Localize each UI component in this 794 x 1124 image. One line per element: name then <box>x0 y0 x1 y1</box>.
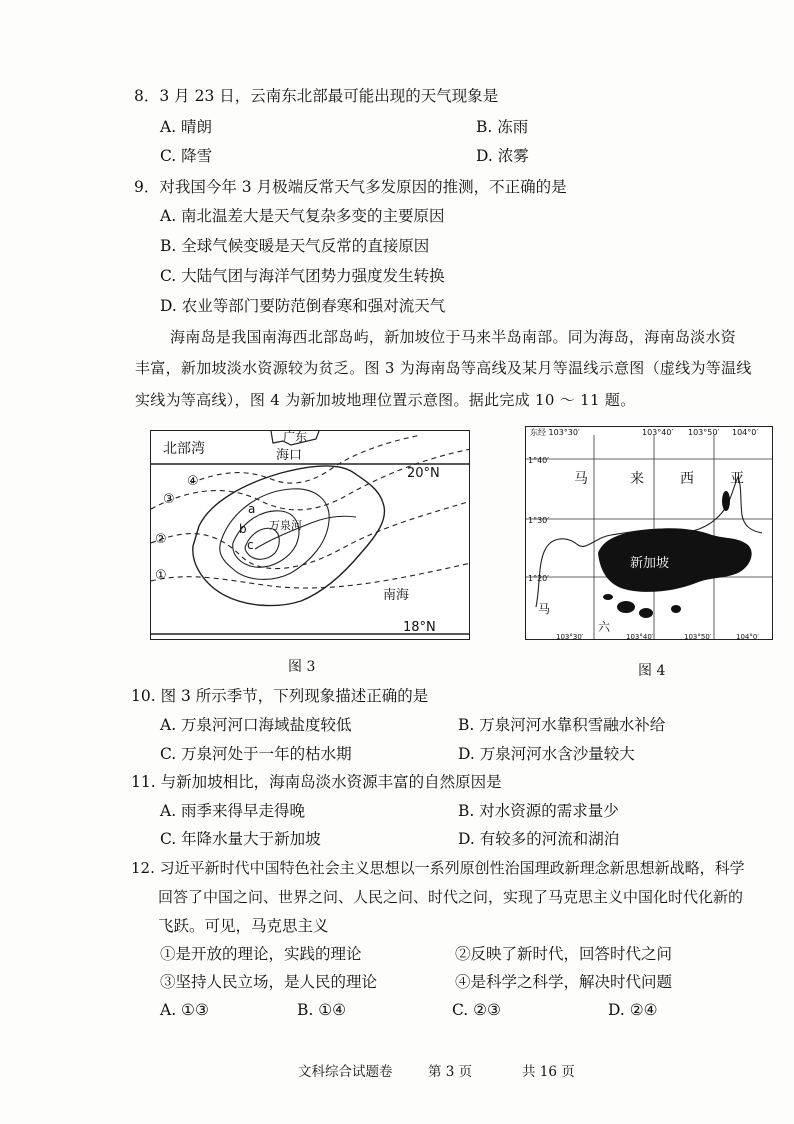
figure-3-hainan-map <box>150 430 470 640</box>
figure-4-caption: 图 4 <box>638 663 666 679</box>
label-bottom-ma: 马 <box>538 602 551 616</box>
label-nanhai: 南海 <box>383 588 410 603</box>
q9-stem: 9．对我国今年 3 月极端反常天气多发原因的推测，不正确的是 <box>134 178 567 196</box>
q11-option-b: B. 对水资源的需求量少 <box>458 802 619 820</box>
passage-line-1: 海南岛是我国南海西北部岛屿，新加坡位于马来半岛南部。同为海岛，海南岛淡水资 <box>170 328 737 346</box>
q12-line-1: 12. 习近平新时代中国特色社会主义思想以一系列原创性治国理政新理念新思想新战略，科学 <box>131 859 745 877</box>
label-isotherm-2: ② <box>155 532 167 547</box>
label-point-a: a <box>248 502 256 516</box>
passage-line-2: 丰富，新加坡淡水资源较为贫乏。图 3 为海南岛等高线及某月等温线示意图（虚线为等温线 <box>135 359 752 377</box>
label-bottom-liu: 六 <box>598 620 611 634</box>
label-bottom-lon-3: 103°50′ <box>684 633 712 640</box>
q8-option-a: A. 晴朗 <box>160 118 213 136</box>
hainan-map-svg <box>151 431 470 640</box>
hainan-coastline <box>193 466 385 606</box>
q11-option-d: D. 有较多的河流和湖泊 <box>458 830 620 848</box>
q11-option-a: A. 雨季来得早走得晚 <box>160 802 306 820</box>
label-isotherm-1: ① <box>155 568 167 583</box>
q12-line-2: 回答了中国之问、世界之问、人民之问、时代之问，实现了马克思主义中国化时代化新的 <box>158 888 744 906</box>
q11-stem: 11. 与新加坡相比，海南岛淡水资源丰富的自然原因是 <box>131 773 502 791</box>
label-lon-mid: 103°40′ <box>642 428 674 437</box>
label-point-c: c <box>247 538 254 552</box>
label-isotherm-4: ④ <box>187 474 199 489</box>
footer-total-pages: 共 16 页 <box>522 1064 575 1080</box>
q10-stem: 10. 图 3 所示季节，下列现象描述正确的是 <box>131 687 429 705</box>
q10-option-d: D. 万泉河河水含沙量较大 <box>458 745 635 763</box>
q8-option-c: C. 降雪 <box>160 147 213 165</box>
q12-option-c: C. ②③ <box>452 1001 501 1019</box>
label-lon-mid2: 103°50′ <box>688 428 720 437</box>
q8-option-b: B. 冻雨 <box>476 118 529 136</box>
label-malaixiya-3: 西 <box>680 471 694 487</box>
q10-option-b: B. 万泉河河水靠积雪融水补给 <box>458 716 666 734</box>
islet-3 <box>671 605 681 613</box>
q12-option-a: A. ①③ <box>160 1001 209 1019</box>
islet-5 <box>722 491 730 511</box>
label-malaixiya-4: 亚 <box>730 471 744 487</box>
footer-page-number: 第 3 页 <box>428 1064 473 1080</box>
q11-option-c: C. 年降水量大于新加坡 <box>160 830 321 848</box>
label-lat-bot: 1°20′ <box>528 574 550 583</box>
label-bottom-lon-4: 104°0′ <box>736 633 759 640</box>
label-lat-top: 1°40′ <box>528 456 550 465</box>
q9-option-a: A. 南北温差大是天气复杂多变的主要原因 <box>160 207 445 225</box>
label-lon-right: 104°0′ <box>732 428 759 437</box>
q8-stem: 8．3 月 23 日，云南东北部最可能出现的天气现象是 <box>134 87 499 105</box>
label-lat-mid: 1°30′ <box>528 516 550 525</box>
label-point-b: b <box>239 522 247 536</box>
islet-2 <box>639 608 653 618</box>
label-bottom-lon-1: 103°30′ <box>556 633 584 640</box>
q12-statement-4: ④是科学之科学，解决时代问题 <box>455 973 673 991</box>
label-isotherm-3: ③ <box>163 492 175 507</box>
islet-1 <box>617 601 635 613</box>
q12-option-d: D. ②④ <box>608 1001 658 1019</box>
label-beibuwan: 北部湾 <box>163 441 205 457</box>
q9-option-c: C. 大陆气团与海洋气团势力强度发生转换 <box>160 267 445 285</box>
contour-outer <box>220 489 329 580</box>
isotherm-1 <box>151 563 470 588</box>
q10-option-c: C. 万泉河处于一年的枯水期 <box>160 745 352 763</box>
figure-3-caption: 图 3 <box>288 659 316 675</box>
q12-statement-2: ②反映了新时代，回答时代之问 <box>455 945 673 963</box>
q12-statement-1: ①是开放的理论，实践的理论 <box>160 945 362 963</box>
singapore-island <box>598 528 752 592</box>
q8-option-d: D. 浓雾 <box>476 147 529 165</box>
label-bottom-lon-2: 103°40′ <box>626 633 654 640</box>
q10-option-a: A. 万泉河河口海域盐度较低 <box>160 716 352 734</box>
figure-4-singapore-map <box>525 426 773 640</box>
islet-4 <box>603 594 613 600</box>
q12-line-3: 飞跃。可见，马克思主义 <box>158 917 329 935</box>
label-malaixiya-2: 来 <box>630 471 644 487</box>
q12-option-b: B. ①④ <box>297 1001 347 1019</box>
label-wanquanhe: 万泉河 <box>269 519 302 532</box>
q9-option-d: D. 农业等部门要防范倒春寒和强对流天气 <box>160 297 446 315</box>
label-lat-20: 20°N <box>407 466 440 481</box>
singapore-map-svg <box>526 427 773 640</box>
footer-title: 文科综合试题卷 <box>298 1064 393 1080</box>
label-haikou: 海口 <box>276 448 303 463</box>
label-malaixiya-1: 马 <box>574 471 588 487</box>
label-singapore: 新加坡 <box>630 556 670 571</box>
passage-line-3: 实线为等高线），图 4 为新加坡地理位置示意图。据此完成 10 ～ 11 题。 <box>135 391 636 409</box>
q12-statement-3: ③坚持人民立场，是人民的理论 <box>160 973 378 991</box>
q9-option-b: B. 全球气候变暖是天气反常的直接原因 <box>160 237 430 255</box>
label-lon-left: 东经 103°30′ <box>530 428 580 437</box>
label-lat-18: 18°N <box>403 620 436 635</box>
label-guangdong: 广东 <box>283 431 308 444</box>
